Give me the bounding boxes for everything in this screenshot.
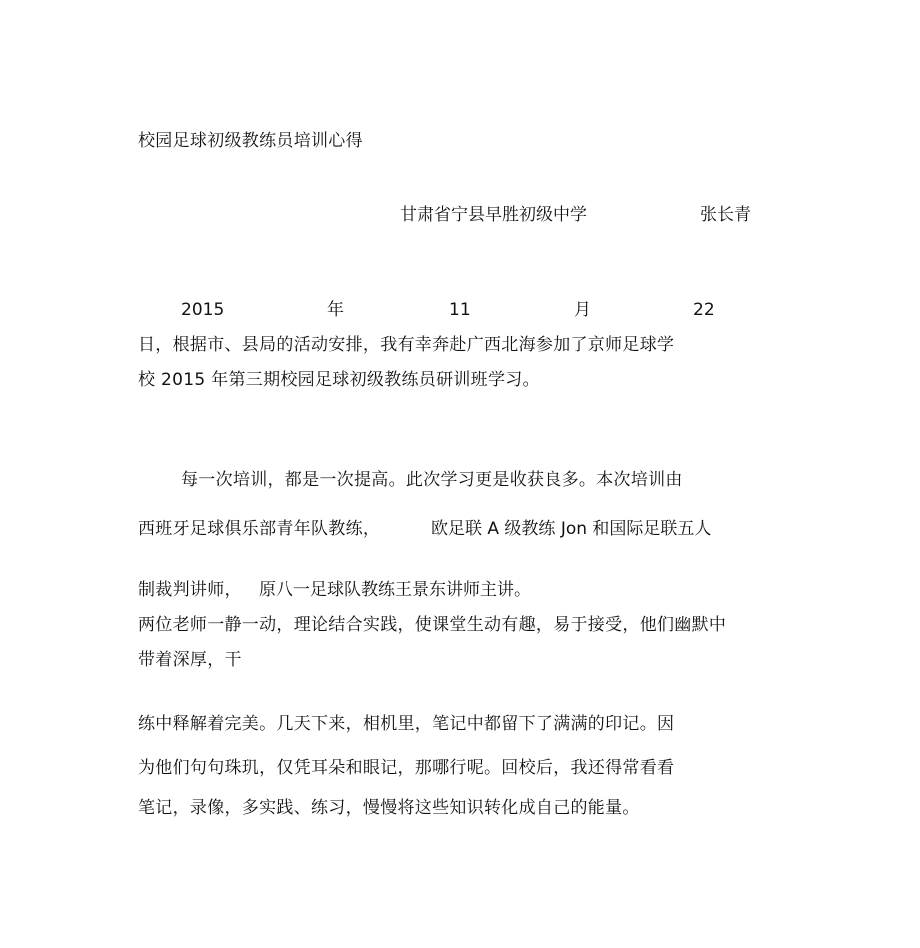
date-year-unit: 年: [327, 300, 344, 320]
paragraph-line: 欧足联 A 级教练 Jon 和国际足联五人: [431, 519, 712, 539]
paragraph-line: 日，根据市、县局的活动安排，我有幸奔赴广西北海参加了京师足球学: [138, 335, 675, 355]
author-name: 张长青: [700, 205, 751, 225]
paragraph-line: 校 2015 年第三期校园足球初级教练员研训班学习。: [138, 370, 540, 390]
paragraph-line: 制裁判讲师，: [138, 580, 242, 600]
paragraph-line: 练中释解着完美。几天下来，相机里，笔记中都留下了满满的印记。因: [138, 714, 675, 734]
date-day: 22: [693, 300, 715, 320]
paragraph-line: 原八一足球队教练王景东讲师主讲。: [259, 580, 531, 600]
author-school: 甘肃省宁县早胜初级中学: [400, 205, 587, 225]
paragraph-line: 带着深厚，干: [138, 650, 242, 670]
paragraph-line: 笔记，录像，多实践、练习，慢慢将这些知识转化成自己的能量。: [138, 798, 640, 818]
paragraph-line: 为他们句句珠玑，仅凭耳朵和眼记，那哪行呢。回校后，我还得常看看: [138, 758, 675, 778]
date-year: 2015: [181, 300, 225, 320]
date-month: 11: [449, 300, 471, 320]
document-title: 校园足球初级教练员培训心得: [138, 131, 363, 151]
paragraph-line: 两位老师一静一动，理论结合实践，使课堂生动有趣，易于接受，他们幽默中: [138, 615, 727, 635]
paragraph-line: 每一次培训，都是一次提高。此次学习更是收获良多。本次培训由: [181, 470, 683, 490]
paragraph-line: 西班牙足球俱乐部青年队教练，: [138, 519, 381, 539]
date-month-unit: 月: [574, 300, 591, 320]
